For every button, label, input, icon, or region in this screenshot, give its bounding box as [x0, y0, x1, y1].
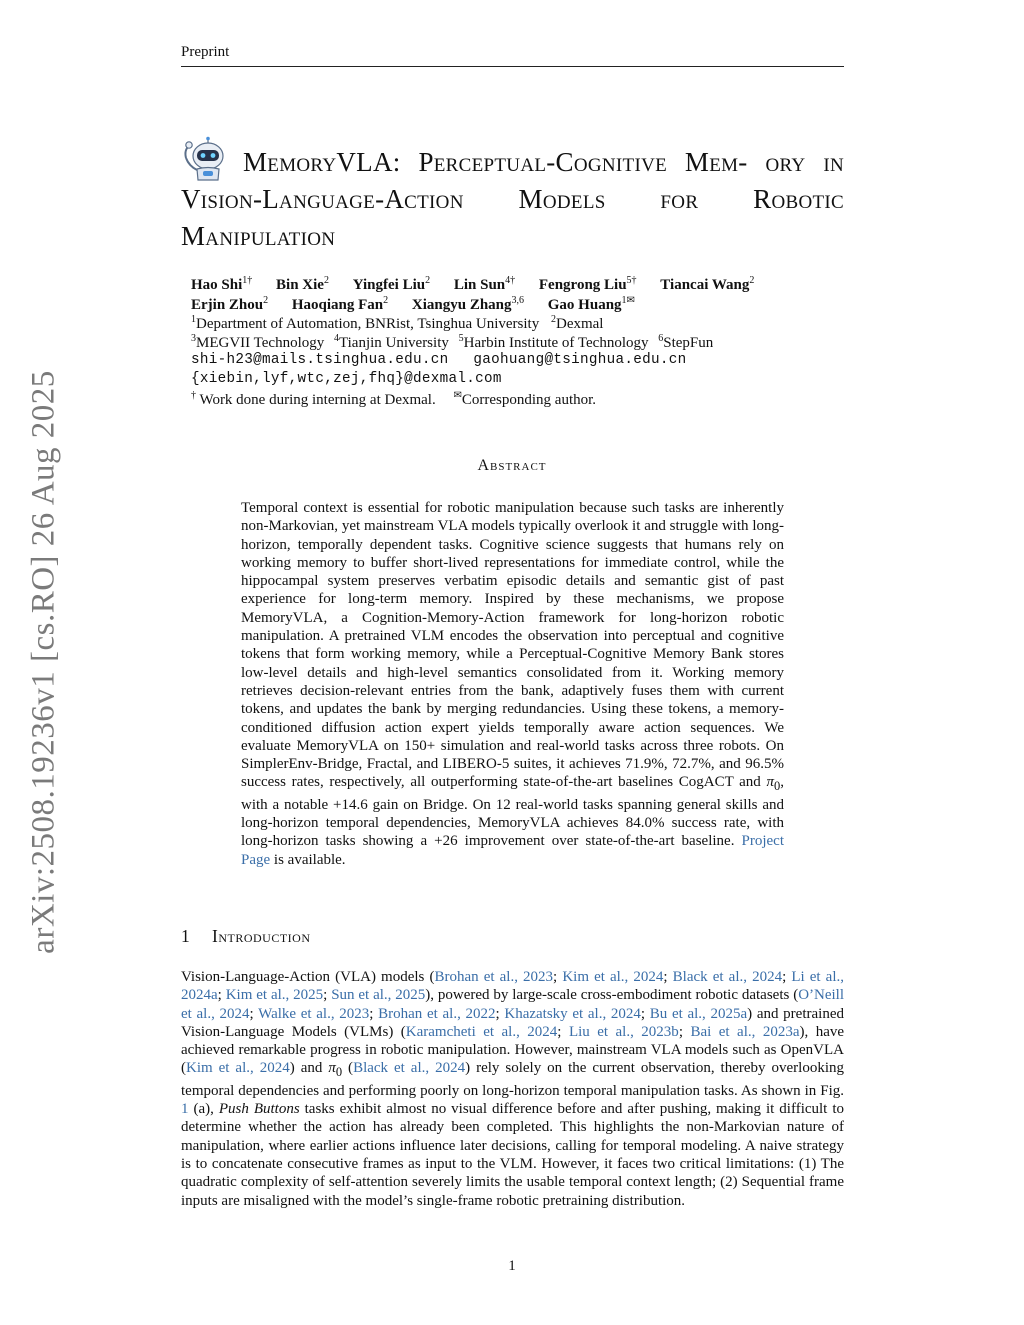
affil-mark: 6 [658, 333, 664, 344]
citation-link[interactable]: O’Neill et al., 2024 [181, 987, 845, 1022]
citation-link[interactable]: Bu et al., 2025a [649, 1005, 748, 1022]
affil-mark: 2 [550, 314, 556, 325]
author: Erjin Zhou [191, 297, 264, 313]
author-row-2 [191, 295, 635, 314]
affiliation-line-2 [191, 333, 713, 352]
body-text: ), have achieved remarkable progress in robotic manipulation. However, mainstream VLA models such as OpenVLA ( [181, 1023, 845, 1077]
body-text: tasks exhibit almost no visual difference before and after pushing, making it difficult to determine whether the action has already been completed. This highlights the non-Markovian nature of manipulation, where earlier actions influence later decisions, calling for temporal modeling. A naive strategy is to concatenate consecutive frames as input to the VLM. However, it faces two critical limitations: (1) The quadratic complexity of self-attention severely limits the usable temporal context length; (2) Sequential frame inputs are misaligned with the model’s single-frame robotic pretraining distribution. [181, 1101, 844, 1209]
affiliation: Tianjin University [338, 335, 449, 351]
citation-link[interactable]: Black et al., 2024 [353, 1060, 466, 1077]
email: shi-h23@mails.tsinghua.edu.cn [191, 352, 449, 368]
email-line-2 [191, 371, 502, 387]
affiliation: StepFun [663, 335, 714, 351]
author-affil-mark: 2 [749, 275, 755, 286]
author-affil-mark: 2 [383, 295, 389, 306]
author-row-1 [191, 275, 754, 294]
citation-sep: ; [323, 987, 332, 1004]
author: Yingfei Liu [352, 277, 426, 293]
body-text: ), powered by large-scale cross-embodiment robotic datasets ( [425, 987, 799, 1004]
page-number: 1 [508, 1258, 516, 1274]
citation-sep: ; [553, 969, 563, 985]
affiliation: Dexmal [555, 316, 604, 332]
author-affil-mark: 1† [242, 275, 253, 286]
affiliation: Department of Automation, BNRist, Tsinghua University [196, 316, 540, 332]
author: Gao Huang [547, 297, 622, 313]
dagger-mark: † [191, 390, 196, 401]
affil-mark: 5 [458, 333, 464, 344]
abstract-heading: Abstract [477, 457, 547, 474]
author-affil-mark: 2 [425, 275, 431, 286]
author: Lin Sun [453, 277, 506, 293]
section-number: 1 [181, 926, 191, 946]
author: Hao Shi [191, 277, 243, 293]
affiliation: MEGVII Technology [196, 335, 325, 351]
math-subscript: 0 [335, 1065, 343, 1080]
citation-link[interactable]: Kim et al., 2025 [225, 987, 324, 1004]
citation-link[interactable]: Black et al., 2024 [672, 969, 783, 985]
affiliation-line-1 [191, 314, 603, 333]
email: {xiebin,lyf,wtc,zej,fhq}@dexmal.com [191, 371, 502, 387]
affil-mark: 4 [333, 333, 339, 344]
note-interning: Work done during interning at Dexmal. [199, 392, 436, 408]
citation-sep: ; [782, 969, 792, 985]
intro-paragraph [181, 968, 844, 1210]
citation-link[interactable]: Kim et al., 2024 [562, 969, 664, 985]
math-pi: π [766, 774, 774, 791]
affil-mark: 1 [191, 314, 196, 325]
author: Tiancai Wang [660, 277, 750, 293]
abstract-text: , with a notable +14.6 gain on Bridge. On 12 real-world tasks spanning general skills and long-horizon temporal dependencies, MemoryVLA achieves 84.0% success rate, with long-horizon tasks showing a +26 improvement over state-of-the-art baseline. [241, 774, 784, 850]
author: Xiangyu Zhang [411, 297, 512, 313]
citation-link[interactable]: Karamcheti et al., 2024 [405, 1023, 558, 1040]
author-affil-mark: 1✉ [621, 295, 635, 306]
task-name: Push Buttons [218, 1101, 300, 1118]
citation-link[interactable]: Bai et al., 2023a [690, 1023, 800, 1040]
note-corresponding: Corresponding author. [461, 392, 597, 408]
author: Bin Xie [276, 277, 324, 293]
citation-sep: ; [249, 1005, 259, 1022]
section-title: Introduction [212, 926, 311, 946]
affiliation: Harbin Institute of Technology [463, 335, 649, 351]
body-text: (a), [188, 1101, 219, 1118]
math-pi: π [328, 1060, 336, 1077]
author-affil-mark: 3,6 [511, 295, 525, 306]
header-rule [181, 66, 844, 67]
email-line-1 [191, 352, 687, 368]
paper-title [181, 144, 844, 255]
body-text: ) and pretrained Vision-Language Models (VLMs) ( [181, 1005, 844, 1040]
email: gaohuang@tsinghua.edu.cn [473, 352, 687, 368]
envelope-icon: ✉ [453, 390, 462, 401]
author: Haoqiang Fan [291, 297, 384, 313]
citation-sep: ; [369, 1005, 379, 1022]
arxiv-identifier: arXiv:2508.19236v1 [cs.RO] 26 Aug 2025 [25, 370, 62, 954]
title-line-3: Robotic Manipulation [181, 184, 844, 251]
figure-ref-link[interactable]: 1 [181, 1101, 189, 1118]
citation-link[interactable]: Brohan et al., 2023 [434, 969, 554, 985]
author-notes [191, 390, 596, 409]
citation-link[interactable]: Brohan et al., 2022 [378, 1005, 496, 1022]
citation-sep: ; [557, 1023, 569, 1040]
affil-mark: 3 [191, 333, 196, 344]
citation-link[interactable]: Li et al., 2024a [181, 969, 845, 1004]
citation-link[interactable]: Liu et al., 2023b [568, 1023, 679, 1040]
abstract-text: is available. [270, 851, 346, 868]
running-header: Preprint [181, 44, 230, 60]
body-text: Vision-Language-Action (VLA) models ( [181, 969, 435, 985]
math-subscript: 0 [774, 779, 781, 794]
citation-link[interactable]: Sun et al., 2025 [331, 987, 426, 1004]
citation-sep: ; [640, 1005, 650, 1022]
citation-link[interactable]: Khazatsky et al., 2024 [504, 1005, 641, 1022]
body-text: ) and [289, 1060, 329, 1077]
title-line-1: MemoryVLA: Perceptual-Cognitive Mem- [243, 147, 748, 177]
body-text: ( [342, 1060, 354, 1077]
citation-link[interactable]: Walke et al., 2023 [258, 1005, 370, 1022]
citation-sep: ; [663, 969, 673, 985]
author: Fengrong Liu [538, 277, 627, 293]
project-page-link[interactable]: Project Page [241, 833, 784, 868]
title-line-2: ory in Vision-Language-Action Models for [181, 147, 844, 214]
author-affil-mark: 4† [505, 275, 516, 286]
citation-sep: ; [678, 1023, 691, 1040]
body-text: ) rely solely on the current observation, thereby overlooking temporal dependencies and performing poorly on long-horizon temporal manipulation tasks. As shown in Fig. [181, 1060, 844, 1099]
author-affil-mark: 2 [323, 275, 329, 286]
citation-sep: ; [495, 1005, 505, 1022]
citation-link[interactable]: Kim et al., 2024 [186, 1060, 290, 1077]
abstract-body [241, 499, 784, 869]
abstract-text: Temporal context is essential for robotic manipulation because such tasks are inherently non-Markovian, yet mainstream VLA models typically overlook it and struggle with long-horizon, temporally dependent tasks. Cognitive science suggests that humans rely on working memory to buffer short-lived representations for immediate control, while the hippocampal system preserves verbatim episodic details and semantic gist of past experience for long-term memory. Inspired by these mechanisms, we propose MemoryVLA, a Cognition-Memory-Action framework for long-horizon robotic manipulation. A pretrained VLM encodes the observation into perceptual and cognitive tokens that form working memory, while a Perceptual-Cognitive Memory Bank stores low-level details and high-level semantics consolidated from it. Working memory retrieves decision-relevant entries from the bank, adaptively fuses them with current tokens, and updates the bank by merging redundancies. Using these tokens, a memory-conditioned diffusion action expert yields temporally aware action sequences. We evaluate MemoryVLA on 150+ simulation and real-world tasks across three robots. On SimplerEnv-Bridge, Fractal, and LIBERO-5 suites, it achieves 71.9%, 72.7%, and 96.5% success rates, respectively, all outperforming state-of-the-art baselines CogACT and [241, 500, 784, 791]
citation-sep: ; [217, 987, 226, 1004]
author-affil-mark: 5† [626, 275, 637, 286]
section-heading [181, 926, 311, 947]
author-affil-mark: 2 [263, 295, 269, 306]
